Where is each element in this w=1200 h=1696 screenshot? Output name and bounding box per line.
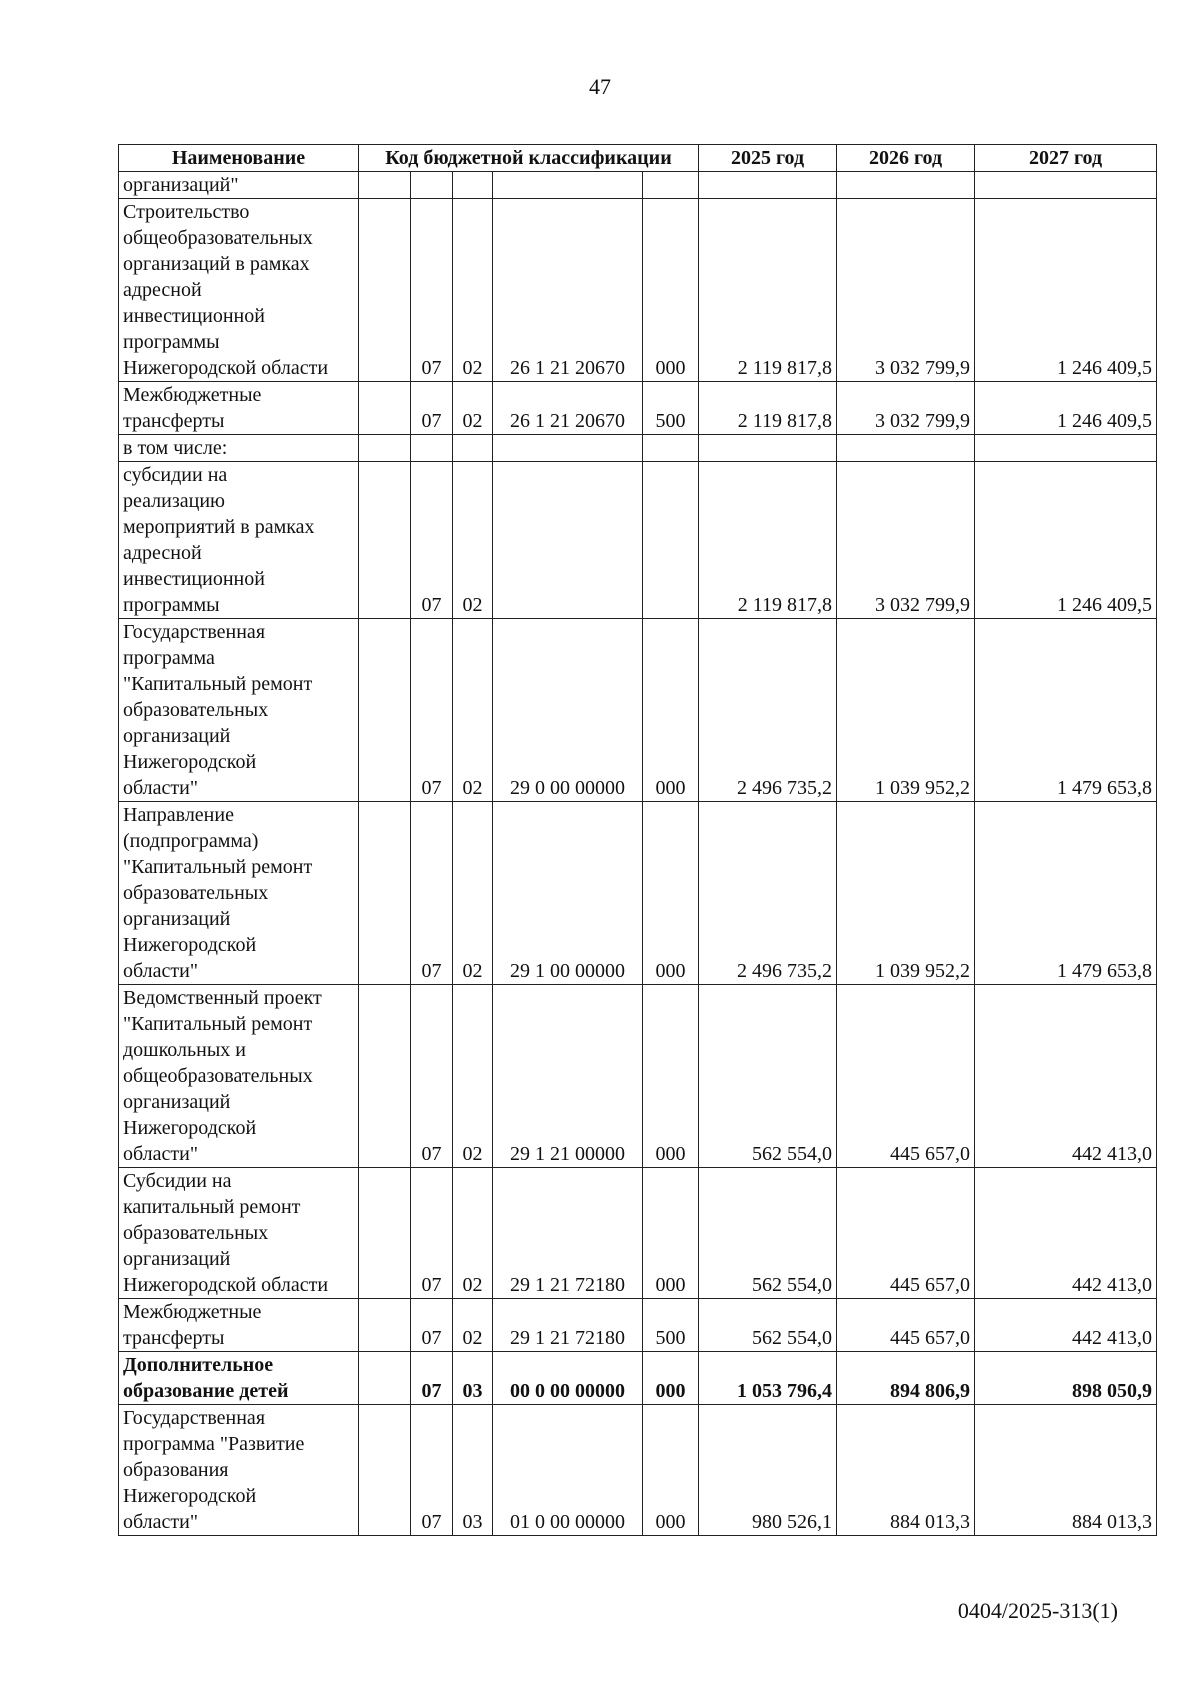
code-cell-section: 07	[411, 1299, 453, 1352]
code-cell-section: 07	[411, 382, 453, 435]
code-cell-target: 29 1 21 72180	[493, 1168, 643, 1299]
code-cell-target: 29 0 00 00000	[493, 619, 643, 802]
code-cell-section	[411, 172, 453, 199]
code-cell-1	[359, 435, 411, 462]
code-cell-subsection: 03	[453, 1352, 493, 1405]
code-cell-expense-type	[643, 172, 699, 199]
code-cell-target	[493, 462, 643, 619]
document-id: 0404/2025-313(1)	[957, 1598, 1118, 1623]
value-2027-cell: 1 246 409,5	[975, 199, 1157, 382]
code-cell-target: 26 1 21 20670	[493, 199, 643, 382]
value-2025-cell: 562 554,0	[699, 1299, 837, 1352]
code-cell-section: 07	[411, 199, 453, 382]
value-2026-cell	[837, 172, 975, 199]
value-2025-cell: 562 554,0	[699, 985, 837, 1168]
value-2026-cell: 3 032 799,9	[837, 382, 975, 435]
code-cell-expense-type: 000	[643, 1168, 699, 1299]
page-number: 47	[589, 74, 611, 99]
code-cell-expense-type: 000	[643, 199, 699, 382]
code-cell-1	[359, 1168, 411, 1299]
value-2025-cell: 2 496 735,2	[699, 619, 837, 802]
code-cell-section: 07	[411, 802, 453, 985]
value-2027-cell	[975, 172, 1157, 199]
value-2025-cell: 1 053 796,4	[699, 1352, 837, 1405]
code-cell-expense-type: 000	[643, 619, 699, 802]
value-2026-cell: 3 032 799,9	[837, 462, 975, 619]
code-cell-subsection: 03	[453, 1405, 493, 1536]
code-cell-1	[359, 1299, 411, 1352]
code-cell-subsection: 02	[453, 199, 493, 382]
code-cell-section: 07	[411, 1168, 453, 1299]
code-cell-target	[493, 435, 643, 462]
code-cell-1	[359, 802, 411, 985]
code-cell-target: 29 1 00 00000	[493, 802, 643, 985]
value-2025-cell: 980 526,1	[699, 1405, 837, 1536]
header-2027: 2027 год	[975, 145, 1157, 172]
code-cell-section: 07	[411, 985, 453, 1168]
value-2026-cell	[837, 435, 975, 462]
code-cell-expense-type	[643, 462, 699, 619]
code-cell-subsection	[453, 172, 493, 199]
table-body	[119, 172, 1157, 1536]
row-name-cell: Государственная программа "Развитие образования Нижегородской области"	[119, 1405, 359, 1536]
code-cell-1	[359, 462, 411, 619]
value-2025-cell: 2 119 817,8	[699, 462, 837, 619]
code-cell-section: 07	[411, 1405, 453, 1536]
value-2025-cell: 2 119 817,8	[699, 199, 837, 382]
value-2027-cell: 442 413,0	[975, 1299, 1157, 1352]
code-cell-1	[359, 1405, 411, 1536]
header-2026: 2026 год	[837, 145, 975, 172]
table-row	[119, 985, 1157, 1168]
code-cell-1	[359, 985, 411, 1168]
value-2027-cell: 442 413,0	[975, 985, 1157, 1168]
table-row	[119, 199, 1157, 382]
table-row	[119, 462, 1157, 619]
row-name-cell: Межбюджетные трансферты	[119, 1299, 359, 1352]
code-cell-1	[359, 199, 411, 382]
row-name-cell: Субсидии на капитальный ремонт образовательных организаций Нижегородской области	[119, 1168, 359, 1299]
row-name-cell: Государственная программа "Капитальный ремонт образовательных организаций Нижегородской области"	[119, 619, 359, 802]
code-cell-expense-type: 500	[643, 382, 699, 435]
code-cell-subsection: 02	[453, 462, 493, 619]
row-name-cell: Дополнительное образование детей	[119, 1352, 359, 1405]
value-2026-cell: 1 039 952,2	[837, 802, 975, 985]
value-2025-cell: 2 119 817,8	[699, 382, 837, 435]
code-cell-1	[359, 382, 411, 435]
code-cell-subsection	[453, 435, 493, 462]
code-cell-expense-type: 000	[643, 1405, 699, 1536]
table-row	[119, 1168, 1157, 1299]
code-cell-section: 07	[411, 619, 453, 802]
table-row	[119, 435, 1157, 462]
table-row	[119, 172, 1157, 199]
value-2026-cell: 894 806,9	[837, 1352, 975, 1405]
value-2026-cell: 445 657,0	[837, 985, 975, 1168]
value-2026-cell: 445 657,0	[837, 1168, 975, 1299]
budget-table	[118, 144, 1157, 1536]
code-cell-expense-type: 000	[643, 802, 699, 985]
table-row	[119, 802, 1157, 985]
code-cell-target: 01 0 00 00000	[493, 1405, 643, 1536]
code-cell-expense-type: 500	[643, 1299, 699, 1352]
table-row	[119, 1352, 1157, 1405]
code-cell-1	[359, 619, 411, 802]
code-cell-subsection: 02	[453, 1299, 493, 1352]
row-name-cell: Межбюджетные трансферты	[119, 382, 359, 435]
row-name-cell: Строительство общеобразовательных организаций в рамках адресной инвестиционной программы Нижегородской области	[119, 199, 359, 382]
row-name-cell: Ведомственный проект "Капитальный ремонт дошкольных и общеобразовательных организаций Нижегородской области"	[119, 985, 359, 1168]
code-cell-expense-type: 000	[643, 1352, 699, 1405]
table-row	[119, 1299, 1157, 1352]
value-2027-cell: 442 413,0	[975, 1168, 1157, 1299]
value-2027-cell: 1 479 653,8	[975, 619, 1157, 802]
code-cell-1	[359, 1352, 411, 1405]
value-2027-cell: 1 479 653,8	[975, 802, 1157, 985]
value-2027-cell: 1 246 409,5	[975, 382, 1157, 435]
value-2027-cell: 898 050,9	[975, 1352, 1157, 1405]
code-cell-section	[411, 435, 453, 462]
value-2025-cell	[699, 435, 837, 462]
value-2025-cell	[699, 172, 837, 199]
value-2026-cell: 884 013,3	[837, 1405, 975, 1536]
value-2025-cell: 562 554,0	[699, 1168, 837, 1299]
value-2025-cell: 2 496 735,2	[699, 802, 837, 985]
code-cell-section: 07	[411, 1352, 453, 1405]
value-2027-cell: 1 246 409,5	[975, 462, 1157, 619]
row-name-cell: в том числе:	[119, 435, 359, 462]
value-2026-cell: 3 032 799,9	[837, 199, 975, 382]
table-row	[119, 619, 1157, 802]
code-cell-target: 29 1 21 00000	[493, 985, 643, 1168]
row-name-cell: субсидии на реализацию мероприятий в рамках адресной инвестиционной программы	[119, 462, 359, 619]
code-cell-expense-type: 000	[643, 985, 699, 1168]
table-row	[119, 1405, 1157, 1536]
code-cell-target: 00 0 00 00000	[493, 1352, 643, 1405]
code-cell-subsection: 02	[453, 619, 493, 802]
code-cell-section: 07	[411, 462, 453, 619]
code-cell-subsection: 02	[453, 985, 493, 1168]
code-cell-target	[493, 172, 643, 199]
table-row	[119, 382, 1157, 435]
code-cell-subsection: 02	[453, 1168, 493, 1299]
header-2025: 2025 год	[699, 145, 837, 172]
header-name: Наименование	[119, 145, 359, 172]
value-2027-cell	[975, 435, 1157, 462]
row-name-cell: Направление (подпрограмма) "Капитальный ремонт образовательных организаций Нижегородской области"	[119, 802, 359, 985]
value-2027-cell: 884 013,3	[975, 1405, 1157, 1536]
code-cell-1	[359, 172, 411, 199]
code-cell-target: 29 1 21 72180	[493, 1299, 643, 1352]
code-cell-expense-type	[643, 435, 699, 462]
row-name-cell: организаций"	[119, 172, 359, 199]
header-code: Код бюджетной классификации	[359, 145, 699, 172]
code-cell-target: 26 1 21 20670	[493, 382, 643, 435]
value-2026-cell: 445 657,0	[837, 1299, 975, 1352]
table-header-row	[119, 145, 1157, 172]
code-cell-subsection: 02	[453, 382, 493, 435]
code-cell-subsection: 02	[453, 802, 493, 985]
value-2026-cell: 1 039 952,2	[837, 619, 975, 802]
